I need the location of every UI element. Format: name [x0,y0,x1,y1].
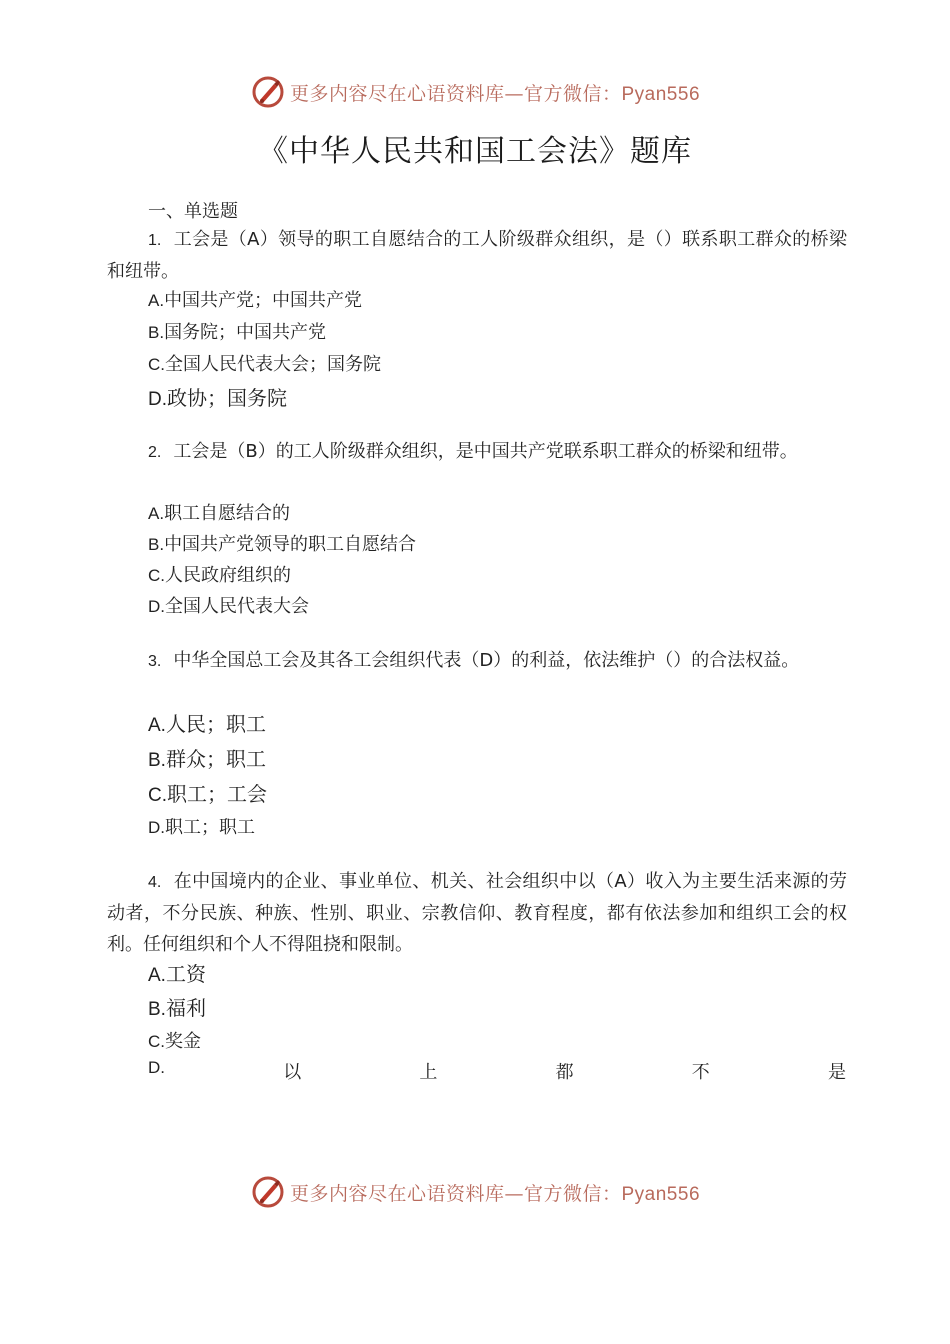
option-4d [148,1058,846,1084]
option-text: 奖金 [165,1031,201,1052]
banner-slogan: 更多内容尽在心语资料库—官方微信： [289,1182,622,1205]
footer-banner [0,1172,950,1212]
question-text: 工会是（A）领导的职工自愿结合的工人阶级群众组织，是（）联系职工群众的桥梁和纽带。 [107,229,847,282]
banner-wechat-id: Pyan556 [621,1183,701,1205]
option-text: 人民；职工 [165,712,266,736]
option-text: 中国共产党；中国共产党 [164,290,363,311]
option-letter: C. [148,785,167,806]
question-4 [107,866,847,960]
option-2a [148,499,290,525]
option-4b [148,992,206,1021]
question-number: 2. [148,444,162,461]
option-4a [148,958,206,987]
option-1a [148,286,362,312]
option-3c [148,778,267,807]
option-letter: D. [148,818,165,837]
option-1c [148,350,381,376]
question-text: 中华全国总工会及其各工会组织代表（D）的利益，依法维护（）的合法权益。 [173,650,800,671]
option-text: 国务院；中国共产党 [164,322,327,343]
option-letter: C. [148,1032,165,1051]
option-char: 是 [827,1062,846,1083]
header-banner [0,72,950,112]
banner-slogan: 更多内容尽在心语资料库—官方微信： [289,82,622,105]
question-text: 在中国境内的企业、事业单位、机关、社会组织中以（A）收入为主要生活来源的劳动者，不分民族、种族、性别、职业、宗教信仰、教育程度，都有依法参加和组织工会的权利。任何组织和个人不得阻挠和限制。 [107,871,847,955]
option-2c [148,561,291,587]
option-text: 工资 [165,962,206,986]
pen-logo-icon [250,74,286,110]
pen-logo-icon [250,1174,286,1210]
option-letter: B. [148,323,165,342]
option-3b [148,743,266,772]
banner-text [290,79,700,106]
option-letter: B. [148,750,166,771]
option-text: 人民政府组织的 [165,565,291,586]
option-letter: D. [148,389,167,410]
question-number: 1. [148,232,162,249]
option-2d [148,592,309,618]
option-char: 以 [283,1062,302,1083]
option-text: 全国人民代表大会 [165,596,309,617]
option-letter: A. [148,291,165,310]
option-text: 福利 [165,996,206,1020]
question-text: 工会是（B）的工人阶级群众组织，是中国共产党联系职工群众的桥梁和纽带。 [173,441,798,462]
option-letter: C. [148,566,165,585]
question-2 [107,436,847,468]
option-letter: D. [148,1058,165,1077]
question-number: 3. [148,653,162,670]
option-text: 中国共产党领导的职工自愿结合 [164,534,417,555]
option-3a [148,708,266,737]
option-letter: A. [148,965,166,986]
option-1b [148,318,326,344]
option-letter: B. [148,999,166,1020]
question-3 [107,645,847,677]
option-2b [148,530,416,556]
section-heading: 一、单选题 [148,201,238,222]
option-char: 上 [419,1062,438,1083]
option-4c [148,1027,201,1053]
question-1 [107,224,847,287]
option-text: 职工；职工 [165,817,255,838]
option-text: 群众；职工 [165,747,266,771]
banner-text [290,1179,700,1206]
document-title: 《中华人民共和国工会法》题库 [258,134,692,169]
option-text: 政协；国务院 [167,386,287,410]
option-1d [148,382,287,411]
option-letter: B. [148,535,165,554]
option-char: 不 [691,1062,710,1083]
option-3d [148,813,255,839]
option-letter: C. [148,355,165,374]
option-char: 都 [555,1062,574,1083]
option-letter: A. [148,715,166,736]
banner-wechat-id: Pyan556 [621,83,701,105]
question-number: 4. [148,874,162,891]
option-text: 全国人民代表大会；国务院 [165,354,381,375]
option-letter: A. [148,504,165,523]
option-text: 职工自愿结合的 [164,503,291,524]
option-letter: D. [148,597,165,616]
option-text: 职工；工会 [167,782,267,806]
